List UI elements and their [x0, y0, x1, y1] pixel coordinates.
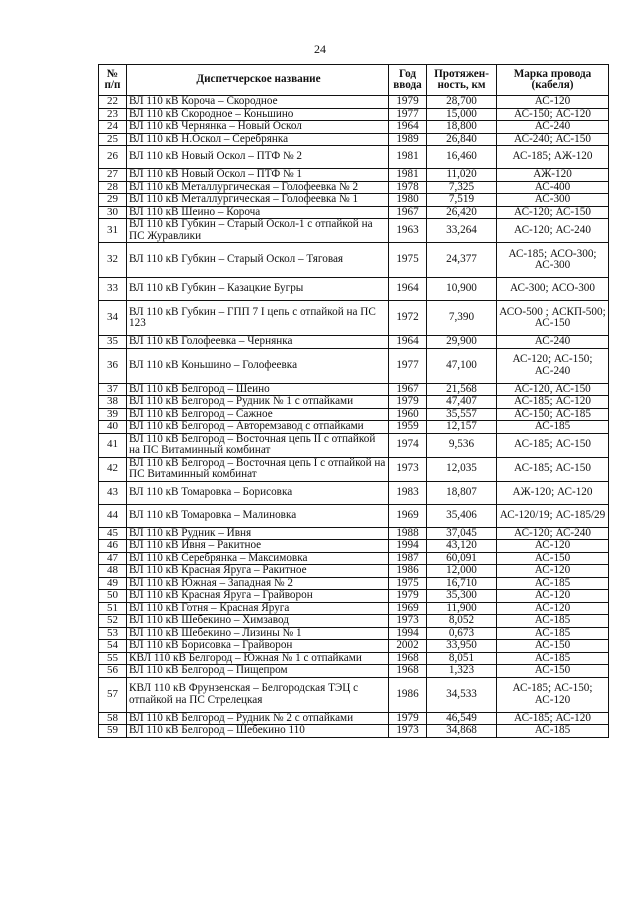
cell-name: ВЛ 110 кВ Красная Яруга – Грайворон	[127, 590, 389, 603]
table-row	[99, 169, 609, 182]
cell-year: 1969	[389, 602, 427, 615]
cell-num: 38	[99, 396, 127, 409]
table-row	[99, 243, 609, 278]
cell-num: 35	[99, 336, 127, 349]
table-row	[99, 481, 609, 504]
cell-year: 1994	[389, 627, 427, 640]
cell-name: ВЛ 110 кВ Белгород – Восточная цепь I с отпайкой на ПС Витаминный комбинат	[127, 457, 389, 481]
cell-name: ВЛ 110 кВ Белгород – Шебекино 110	[127, 725, 389, 738]
cell-num: 22	[99, 96, 127, 109]
table-row	[99, 278, 609, 301]
cell-length: 18,800	[427, 121, 497, 134]
table-row	[99, 433, 609, 457]
cell-year: 1968	[389, 665, 427, 678]
cell-wire: АС-185; АС-150; АС-120	[497, 677, 609, 712]
cell-num: 23	[99, 108, 127, 121]
cell-year: 1981	[389, 169, 427, 182]
table-row	[99, 206, 609, 219]
cell-num: 50	[99, 590, 127, 603]
cell-year: 1964	[389, 278, 427, 301]
cell-wire: АС-185; АС-120	[497, 712, 609, 725]
cell-length: 35,300	[427, 590, 497, 603]
cell-name: ВЛ 110 кВ Красная Яруга – Ракитное	[127, 565, 389, 578]
cell-wire: АС-120	[497, 565, 609, 578]
cell-wire: АС-185; АС-150	[497, 433, 609, 457]
table-row	[99, 336, 609, 349]
table-row	[99, 146, 609, 169]
cell-num: 49	[99, 577, 127, 590]
table-row	[99, 712, 609, 725]
cell-wire: АС-185	[497, 652, 609, 665]
cell-num: 32	[99, 243, 127, 278]
cell-year: 1967	[389, 383, 427, 396]
cell-num: 44	[99, 504, 127, 527]
cell-length: 34,868	[427, 725, 497, 738]
cell-num: 24	[99, 121, 127, 134]
cell-year: 1979	[389, 712, 427, 725]
cell-length: 60,091	[427, 552, 497, 565]
cell-name: ВЛ 110 кВ Готня – Красная Яруга	[127, 602, 389, 615]
cell-wire: АС-185	[497, 421, 609, 434]
table-row	[99, 408, 609, 421]
table-row	[99, 665, 609, 678]
cell-year: 1964	[389, 121, 427, 134]
cell-wire: АС-185	[497, 725, 609, 738]
table-row	[99, 725, 609, 738]
cell-length: 18,807	[427, 481, 497, 504]
cell-name: ВЛ 110 кВ Шеино – Короча	[127, 206, 389, 219]
cell-length: 46,549	[427, 712, 497, 725]
cell-year: 1979	[389, 396, 427, 409]
cell-year: 1983	[389, 481, 427, 504]
cell-year: 1968	[389, 652, 427, 665]
table-row	[99, 565, 609, 578]
cell-num: 43	[99, 481, 127, 504]
cell-year: 1964	[389, 336, 427, 349]
cell-name: ВЛ 110 кВ Белгород – Авторемзавод с отпайками	[127, 421, 389, 434]
cell-name: ВЛ 110 кВ Рудник – Ивня	[127, 527, 389, 540]
table-row	[99, 627, 609, 640]
cell-name: ВЛ 110 кВ Белгород – Шеино	[127, 383, 389, 396]
header-year: Год ввода	[389, 65, 427, 96]
table-row	[99, 602, 609, 615]
table-row	[99, 552, 609, 565]
cell-name: ВЛ 110 кВ Голофеевка – Чернянка	[127, 336, 389, 349]
cell-num: 34	[99, 301, 127, 336]
cell-length: 11,900	[427, 602, 497, 615]
cell-name: ВЛ 110 кВ Борисовка – Грайворон	[127, 640, 389, 653]
cell-wire: АС-150	[497, 640, 609, 653]
cell-length: 24,377	[427, 243, 497, 278]
cell-num: 40	[99, 421, 127, 434]
cell-year: 1979	[389, 590, 427, 603]
cell-length: 9,536	[427, 433, 497, 457]
cell-wire: АС-185	[497, 577, 609, 590]
cell-wire: АС-120	[497, 602, 609, 615]
cell-name: ВЛ 110 кВ Томаровка – Борисовка	[127, 481, 389, 504]
cell-num: 39	[99, 408, 127, 421]
cell-wire: АС-120	[497, 96, 609, 109]
cell-name: КВЛ 110 кВ Фрунзенская – Белгородская ТЭЦ с отпайкой на ПС Стрелецкая	[127, 677, 389, 712]
cell-wire: АС-185	[497, 615, 609, 628]
table-row	[99, 527, 609, 540]
cell-wire: АС-240; АС-150	[497, 133, 609, 146]
cell-length: 33,950	[427, 640, 497, 653]
cell-wire: АС-185	[497, 627, 609, 640]
cell-length: 35,406	[427, 504, 497, 527]
table-row	[99, 181, 609, 194]
cell-wire: АЖ-120; АС-120	[497, 481, 609, 504]
cell-wire: АС-120; АС-150; АС-240	[497, 348, 609, 383]
cell-year: 1969	[389, 504, 427, 527]
cell-length: 12,157	[427, 421, 497, 434]
cell-wire: АС-185; АС-150	[497, 457, 609, 481]
cell-name: ВЛ 110 кВ Белгород – Сажное	[127, 408, 389, 421]
cell-year: 1967	[389, 206, 427, 219]
cell-year: 1979	[389, 96, 427, 109]
cell-year: 1986	[389, 565, 427, 578]
cell-wire: АС-150	[497, 552, 609, 565]
cell-length: 34,533	[427, 677, 497, 712]
table-row	[99, 348, 609, 383]
cell-year: 1960	[389, 408, 427, 421]
table-row	[99, 540, 609, 553]
cell-length: 16,710	[427, 577, 497, 590]
cell-num: 28	[99, 181, 127, 194]
cell-length: 37,045	[427, 527, 497, 540]
cell-wire: АС-300; АСО-300	[497, 278, 609, 301]
header-length: Протяжен-ность, км	[427, 65, 497, 96]
cell-length: 35,557	[427, 408, 497, 421]
cell-year: 1975	[389, 577, 427, 590]
cell-name: ВЛ 110 кВ Н.Оскол – Серебрянка	[127, 133, 389, 146]
cell-name: ВЛ 110 кВ Короча – Скородное	[127, 96, 389, 109]
cell-year: 2002	[389, 640, 427, 653]
cell-wire: АС-300	[497, 194, 609, 207]
cell-year: 1972	[389, 301, 427, 336]
cell-wire: АСО-500 ; АСКП-500; АС-150	[497, 301, 609, 336]
table-row	[99, 677, 609, 712]
cell-length: 10,900	[427, 278, 497, 301]
cell-length: 43,120	[427, 540, 497, 553]
cell-length: 7,390	[427, 301, 497, 336]
cell-wire: АС-240	[497, 121, 609, 134]
table-row	[99, 219, 609, 243]
cell-num: 30	[99, 206, 127, 219]
table-row	[99, 194, 609, 207]
cell-num: 36	[99, 348, 127, 383]
cell-name: ВЛ 110 кВ Ивня – Ракитное	[127, 540, 389, 553]
cell-length: 28,700	[427, 96, 497, 109]
cell-length: 29,900	[427, 336, 497, 349]
cell-name: ВЛ 110 кВ Белгород – Рудник № 2 с отпайками	[127, 712, 389, 725]
cell-name: ВЛ 110 кВ Металлургическая – Голофеевка № 1	[127, 194, 389, 207]
cell-name: ВЛ 110 кВ Губкин – ГПП 7 I цепь с отпайкой на ПС 123	[127, 301, 389, 336]
cell-wire: АС-120/19; АС-185/29	[497, 504, 609, 527]
table-row	[99, 504, 609, 527]
table-row	[99, 121, 609, 134]
cell-num: 53	[99, 627, 127, 640]
cell-year: 1989	[389, 133, 427, 146]
cell-length: 26,420	[427, 206, 497, 219]
cell-wire: АС-240	[497, 336, 609, 349]
cell-wire: АС-150; АС-120	[497, 108, 609, 121]
cell-num: 55	[99, 652, 127, 665]
cell-wire: АС-120; АС-150	[497, 206, 609, 219]
cell-wire: АС-185; АЖ-120	[497, 146, 609, 169]
cell-num: 46	[99, 540, 127, 553]
table-row	[99, 383, 609, 396]
cell-year: 1973	[389, 615, 427, 628]
cell-length: 8,052	[427, 615, 497, 628]
cell-wire: АС-150; АС-185	[497, 408, 609, 421]
cell-num: 27	[99, 169, 127, 182]
cell-length: 26,840	[427, 133, 497, 146]
cell-year: 1973	[389, 457, 427, 481]
cell-name: ВЛ 110 кВ Коньшино – Голофеевка	[127, 348, 389, 383]
cell-year: 1977	[389, 108, 427, 121]
cell-name: ВЛ 110 кВ Металлургическая – Голофеевка № 2	[127, 181, 389, 194]
cell-year: 1975	[389, 243, 427, 278]
page-number: 24	[314, 42, 326, 56]
cell-year: 1994	[389, 540, 427, 553]
cell-num: 25	[99, 133, 127, 146]
cell-name: ВЛ 110 кВ Чернянка – Новый Оскол	[127, 121, 389, 134]
cell-year: 1963	[389, 219, 427, 243]
table-row	[99, 640, 609, 653]
cell-num: 26	[99, 146, 127, 169]
cell-num: 52	[99, 615, 127, 628]
cell-name: ВЛ 110 кВ Южная – Западная № 2	[127, 577, 389, 590]
cell-wire: АС-120	[497, 590, 609, 603]
cell-name: ВЛ 110 кВ Губкин – Старый Оскол – Тяговая	[127, 243, 389, 278]
cell-num: 48	[99, 565, 127, 578]
cell-length: 7,519	[427, 194, 497, 207]
table-row	[99, 615, 609, 628]
cell-num: 57	[99, 677, 127, 712]
table-row	[99, 457, 609, 481]
cell-num: 51	[99, 602, 127, 615]
cell-num: 37	[99, 383, 127, 396]
table-row	[99, 396, 609, 409]
cell-length: 12,035	[427, 457, 497, 481]
cell-name: ВЛ 110 кВ Губкин – Старый Оскол-1 с отпайкой на ПС Журавлики	[127, 219, 389, 243]
cell-length: 12,000	[427, 565, 497, 578]
cell-length: 0,673	[427, 627, 497, 640]
cell-name: ВЛ 110 кВ Шебекино – Лизины № 1	[127, 627, 389, 640]
cell-length: 33,264	[427, 219, 497, 243]
cell-year: 1974	[389, 433, 427, 457]
cell-wire: АЖ-120	[497, 169, 609, 182]
cell-length: 16,460	[427, 146, 497, 169]
table-row	[99, 577, 609, 590]
cell-wire: АС-120; АС-240	[497, 527, 609, 540]
cell-year: 1988	[389, 527, 427, 540]
cell-year: 1986	[389, 677, 427, 712]
cell-length: 7,325	[427, 181, 497, 194]
power-lines-table	[98, 64, 609, 738]
cell-name: ВЛ 110 кВ Томаровка – Малиновка	[127, 504, 389, 527]
cell-name: ВЛ 110 кВ Шебекино – Химзавод	[127, 615, 389, 628]
cell-num: 42	[99, 457, 127, 481]
cell-num: 58	[99, 712, 127, 725]
cell-length: 21,568	[427, 383, 497, 396]
cell-name: ВЛ 110 кВ Новый Оскол – ПТФ № 2	[127, 146, 389, 169]
cell-num: 33	[99, 278, 127, 301]
cell-length: 47,100	[427, 348, 497, 383]
cell-year: 1978	[389, 181, 427, 194]
table-row	[99, 301, 609, 336]
cell-num: 59	[99, 725, 127, 738]
header-name: Диспетчерское название	[127, 65, 389, 96]
cell-length: 1,323	[427, 665, 497, 678]
cell-num: 29	[99, 194, 127, 207]
cell-name: ВЛ 110 кВ Белгород – Пищепром	[127, 665, 389, 678]
cell-length: 15,000	[427, 108, 497, 121]
cell-length: 8,051	[427, 652, 497, 665]
cell-wire: АС-185; АС-120	[497, 396, 609, 409]
cell-num: 45	[99, 527, 127, 540]
cell-year: 1977	[389, 348, 427, 383]
cell-num: 31	[99, 219, 127, 243]
cell-year: 1980	[389, 194, 427, 207]
cell-year: 1987	[389, 552, 427, 565]
cell-wire: АС-400	[497, 181, 609, 194]
cell-name: КВЛ 110 кВ Белгород – Южная № 1 с отпайками	[127, 652, 389, 665]
cell-num: 47	[99, 552, 127, 565]
table-header-row	[99, 65, 609, 96]
cell-num: 41	[99, 433, 127, 457]
table-row	[99, 421, 609, 434]
cell-wire: АС-185; АСО-300; АС-300	[497, 243, 609, 278]
cell-name: ВЛ 110 кВ Белгород – Восточная цепь II с отпайкой на ПС Витаминный комбинат	[127, 433, 389, 457]
cell-wire: АС-120, АС-150	[497, 383, 609, 396]
cell-wire: АС-120; АС-240	[497, 219, 609, 243]
cell-year: 1973	[389, 725, 427, 738]
cell-name: ВЛ 110 кВ Новый Оскол – ПТФ № 1	[127, 169, 389, 182]
table-row	[99, 133, 609, 146]
cell-num: 56	[99, 665, 127, 678]
cell-name: ВЛ 110 кВ Скородное – Коньшино	[127, 108, 389, 121]
cell-length: 47,407	[427, 396, 497, 409]
table-row	[99, 652, 609, 665]
cell-year: 1981	[389, 146, 427, 169]
cell-wire: АС-120	[497, 540, 609, 553]
cell-year: 1959	[389, 421, 427, 434]
header-num: № п/п	[99, 65, 127, 96]
header-wire: Марка провода (кабеля)	[497, 65, 609, 96]
table-row	[99, 96, 609, 109]
cell-name: ВЛ 110 кВ Белгород – Рудник № 1 с отпайками	[127, 396, 389, 409]
cell-wire: АС-150	[497, 665, 609, 678]
cell-name: ВЛ 110 кВ Губкин – Казацкие Бугры	[127, 278, 389, 301]
cell-num: 54	[99, 640, 127, 653]
table-row	[99, 108, 609, 121]
table-row	[99, 590, 609, 603]
cell-name: ВЛ 110 кВ Серебрянка – Максимовка	[127, 552, 389, 565]
cell-length: 11,020	[427, 169, 497, 182]
